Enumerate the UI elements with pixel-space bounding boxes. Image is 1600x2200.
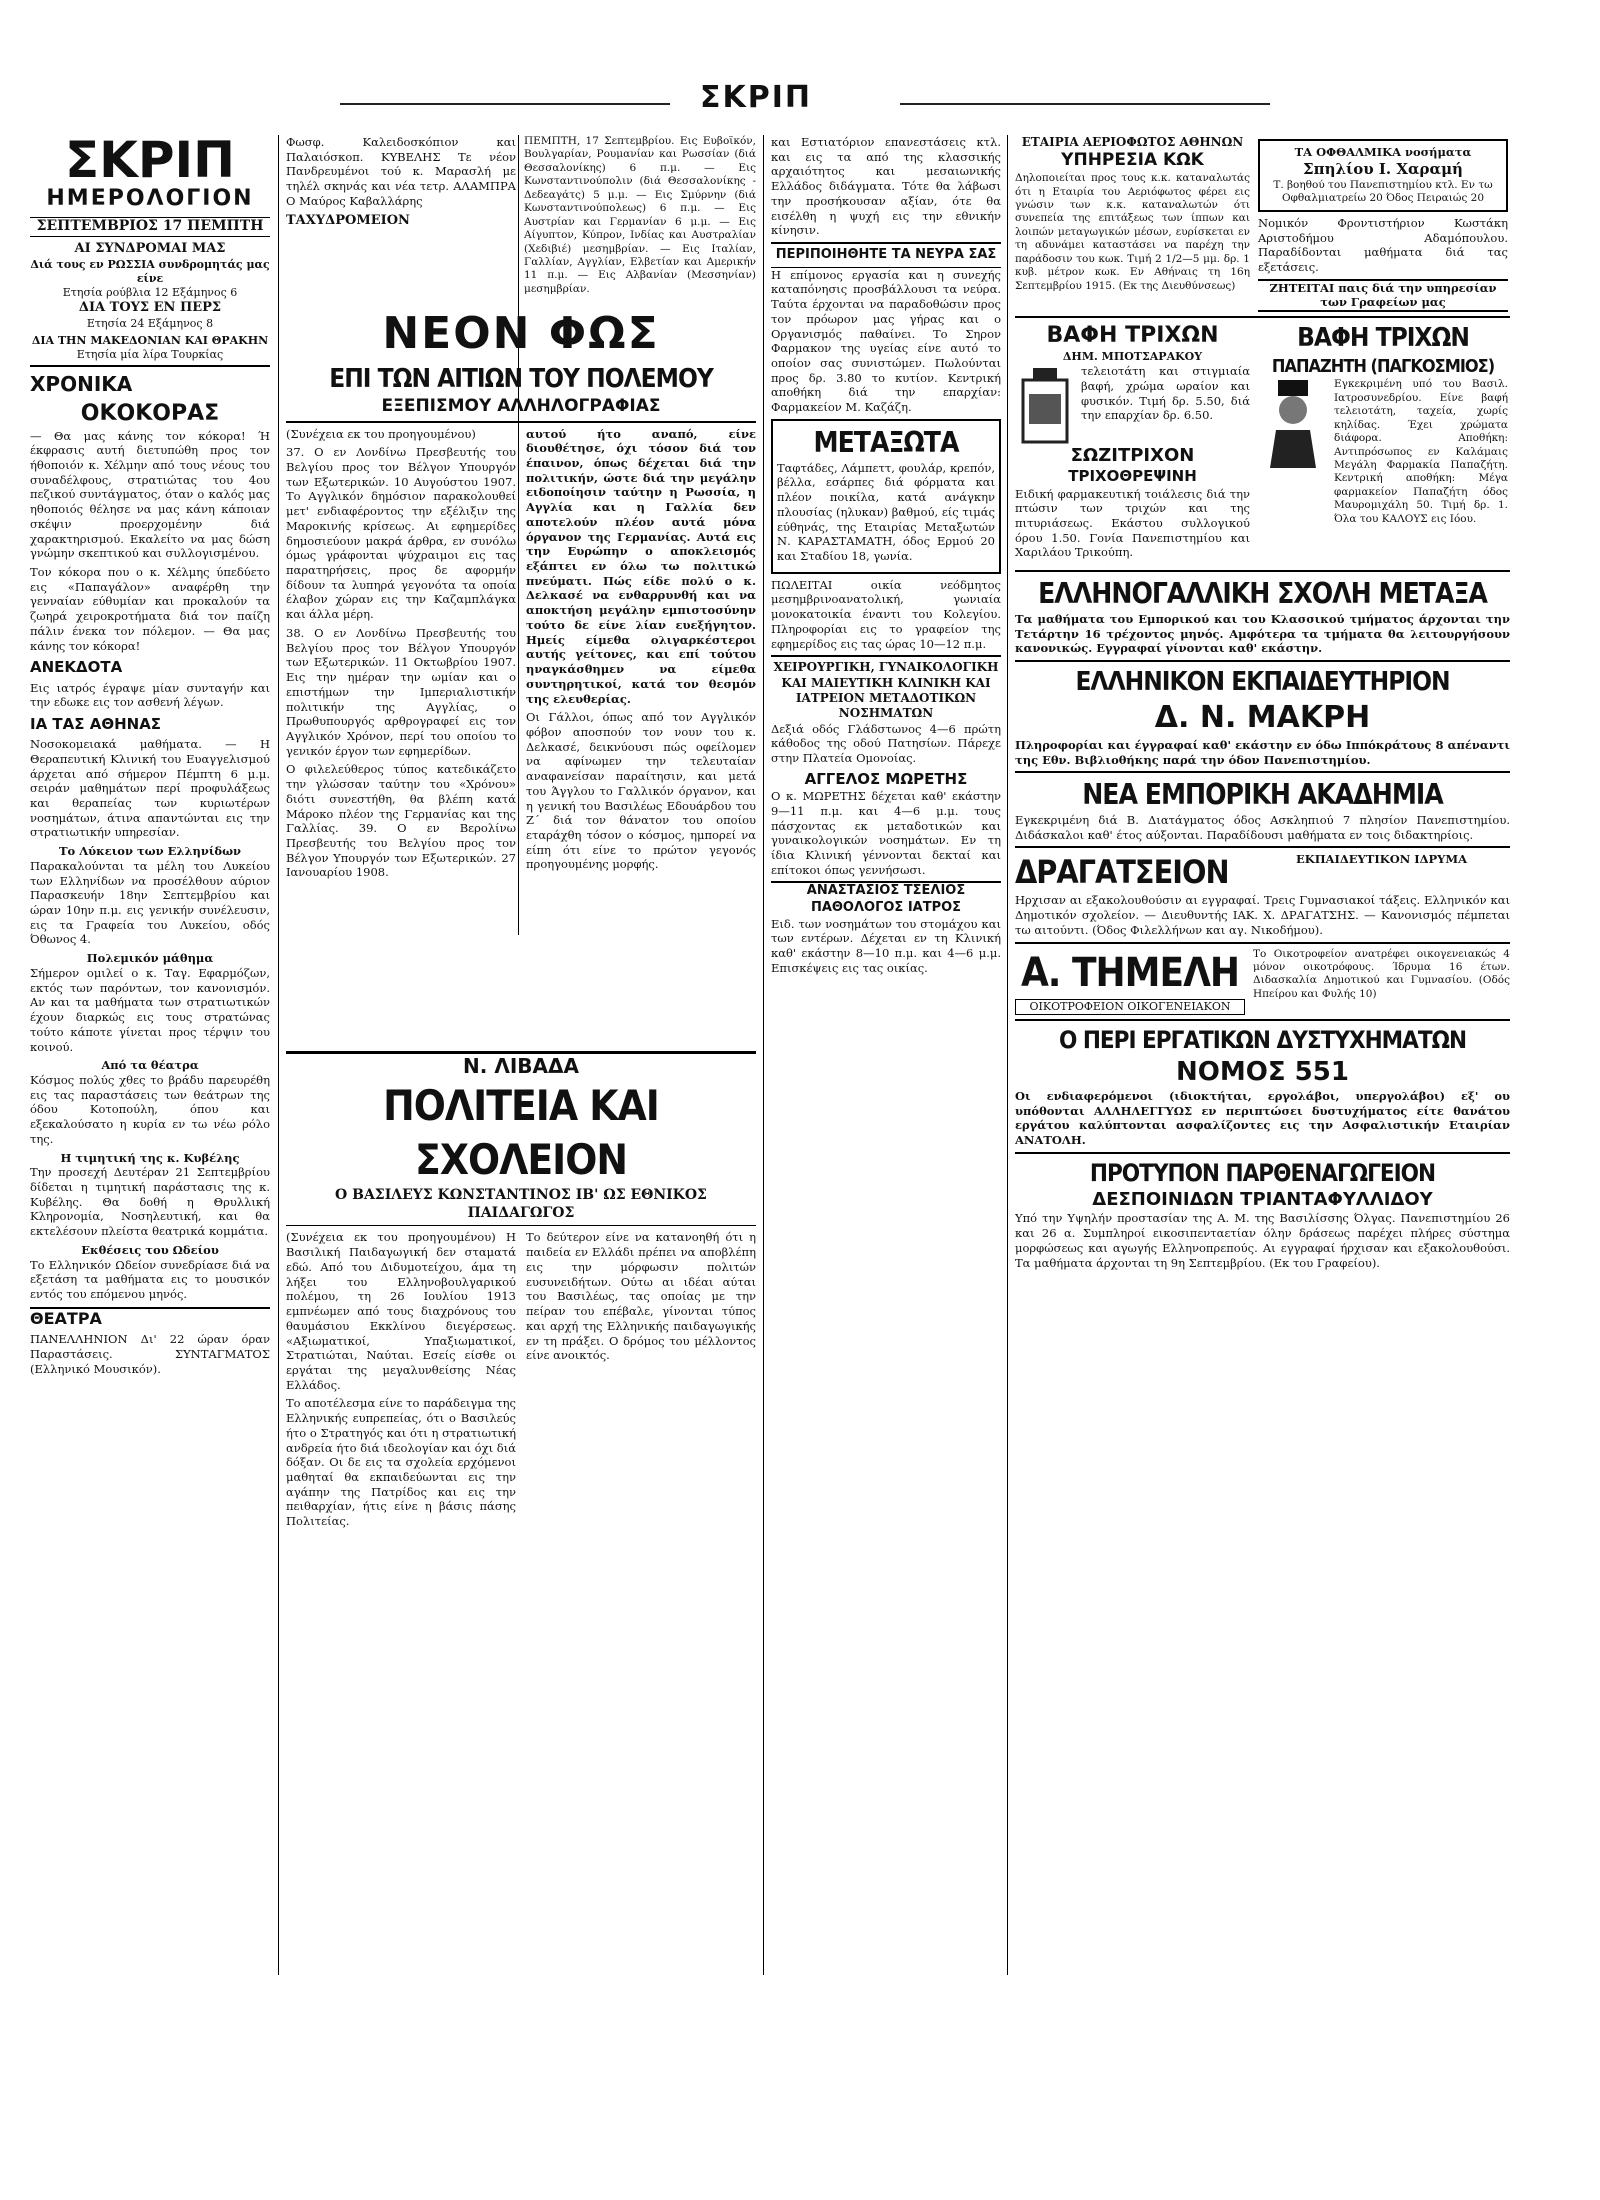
heading-polemikon: Πολεμικόν μάθημα <box>86 951 214 966</box>
theatra-text: ΠΑΝΕΛΛΗΝΙΟΝ Δι' 22 ώραν όραν Παραστάσεις. ΣΥΝΤΑΓΜΑΤΟΣ (Ελληνικό Μουσικόν). <box>30 1332 270 1376</box>
heading-ekthesis: Εκθέσεις του Ωδείου <box>81 1242 219 1257</box>
vafi-1-text: τελειοτάτη και στιγμιαία βαφή, χρώμα ωραίον και φυσικόν. Τιμή δρ. 5.50, διά την επαρχίαν δρ. 6.50. <box>1081 364 1250 423</box>
anekdota-text: Εις ιατρός έγραψε μίαν συνταγήν και την εδωκε εις τον ασθενή λέγων. <box>30 680 270 710</box>
heading-tselios: ΑΝΑΣΤΑΣΙΟΣ ΤΣΕΛΙΟΣ <box>771 881 1001 900</box>
column-4 <box>1015 135 1510 1975</box>
bottle-illustration <box>1015 364 1075 444</box>
nomos-text: Οι ενδιαφερόμενοι (ιδιοκτήται, εργολάβοι, υπεργολάβοι) εξ' ου υπόθονται ΑΛΛΗΛΕΓΓΥΩΣ εν περιπτώσει δυστυχήματος είτε θανάτου εργάτου καλύπτονται ασφαλίζοντες εις την Ασφαλιστικήν Εταιρίαν ΑΝΑΤΟΛΗ. <box>1015 1088 1510 1147</box>
tselios-text: Ειδ. των νοσημάτων του στομάχου και των εντέρων. Δέχεται εν τη Κλινική καθ' εκάστην 8—10 π.μ. και 4—6 μ.μ. Επισκέψεις εις τας οικίας. <box>771 916 1001 975</box>
kyveli-text: Την προσεχή Δευτέραν 21 Σεπτεμβρίου δίδεται η τιμητική παράστασις της κ. Κυβέλης. Θα δοθή η Θρυλλική Κληρονομία, Νοσηλευτική, και θα εκτελέσουν πλείστα θεατρικά κομμάτια. <box>30 1165 270 1239</box>
heading-trixothrepsini: ΤΡΙΧΟΘΡΕΨΙΝΗ <box>1068 467 1197 486</box>
heading-protypon: ΠΡΟΤΥΠΟΝ ΠΑΡΘΕΝΑΓΩΓΕΙΟΝ <box>1015 1152 1510 1189</box>
portrait-illustration <box>1258 378 1328 468</box>
headline-vasilefs: Ο ΒΑΣΙΛΕΥΣ ΚΩΝΣΤΑΝΤΙΝΟΣ ΙΒ' ΩΣ ΕΘΝΙΚΟΣ ΠΑΙΔΑΓΩΓΟΣ <box>286 1187 756 1227</box>
nomikon-text: Νομικόν Φροντιστήριον Κωστάκη Αριστοδήμου Αδαμόπουλου. Παραδίδονται μαθήματα διά τας εξετάσεις. <box>1258 215 1508 274</box>
heading-metaxa: ΕΛΛΗΝΟΓΑΛΛΙΚΗ ΣΧΟΛΗ ΜΕΤΑΞΑ <box>1015 570 1510 612</box>
kokoras-text-2: Τον κόκορα που ο κ. Χέλμης ύπεδύετο εις «Παπαγάλον» αναφέρθη την γενναίαν εύθυμίαν και προκαλούν τα ζωηρά χειροκροτήματα διά τον παίζη πάλιν ένεκα τον πόλεμον. — Θα μας κάνης τον κόκορα! <box>30 565 270 653</box>
heading-thimeli: Α. ΤΗΜΕΛΗ <box>1020 949 1240 996</box>
entertainment-text: Φωσφ. Καλειδοσκόπιον και Παλαιόσκοπ. ΚΥΒΕΛΗΣ Τε νέον Πανδρευμένοι τού κ. Μαρασλή με τηλέλ σκηνάς και νέα τετρ. ΑΛΑΜΠΡΑ Ο Μαύρος Καβαλλάρης <box>286 135 516 208</box>
heading-nea: ΝΕΑ ΕΜΠΟΡΙΚΗ ΑΚΑΔΗΜΙΑ <box>1015 771 1510 813</box>
subscriptions-line-6: Ετησία μία λίρα Τουρκίας <box>30 348 270 367</box>
heading-makri: Δ. Ν. ΜΑΚΡΗ <box>1154 700 1371 736</box>
masthead-date: ΣΕΠΤΕΜΒΡΙΟΣ 17 ΠΕΜΠΤΗ <box>30 217 270 237</box>
column-rule-4 <box>1007 135 1008 1975</box>
subscriptions-line-4: Ετησία 24 Εξάμηνος 8 <box>86 316 214 330</box>
trixothrepsini-text: Ειδική φαρμακευτική τοιάλεσις διά την πτώσιν των τριχών και της πιτυριάσεως. Εκάστου συλλογικού όρου 1.50. Γονία Πανεπιστημίου και Χαριλάου Τρικούπη. <box>1015 486 1250 560</box>
article-text-mid: αυτού ήτο αναπό, είνε διουθέτησε, όχι τόσον διά τον έπαινον, όπως δέχεται διά την πολιτικήν, ώστε διά την μεγάλην ειδοποίησιν ταύτην η Ρωσσία, η Αγγλία και η Γαλλία δεν αποτελούν πλέον αυτά μόνα όργανον της Γερμανίας. Αυτά εις την Ευρώπην ο αποκλεισμός εξάπτει εν όλω τω πολιτικώ πνεύματι. Πώς είδε πολύ ο κ. Δελκασέ να ενθαρρυνθή και να αποκτήση μεγάλην εμπιστοσύνην τούτο δε είνε λίαν ευεξήγητον. Ημείς είμεθα ολιγαρκέστεροι αυτής γείτονες, και επί τούτου ηναγκάσθημεν να είμεθα συντηρητικοί, κατά τον θεσμόν της ελευθερίας. <box>526 426 756 706</box>
section-theatra: ΘΕΑΤΡΑ <box>30 1307 270 1329</box>
heading-periphron: ΠΕΡΙΠΟΙΗΘΗΤΕ ΤΑ ΝΕΥΡΑ ΣΑΣ <box>771 242 1001 268</box>
newspaper-page <box>30 95 1510 1975</box>
politeia-text-1: (Συνέχεια εκ του προηγουμένου) Η Βασιλική Παιδαγωγική δεν σταματά εδώ. Από του Διδυμοτείχου, άμα τη λήξει του Ελληνοβουλγαρικού πολέμου, τη 26 Ιουλίου 1913 εμπνέωμεν από τους διαχρόνους του θαυμάσιου Εκκλίνου διεγέρσεως. «Αξιωματικοί, Υπαξιωματικοί, Στρατιώται, Ναύται. Εσείς είσθε οι εργάται της μεγαλυνθείσης Νέας Ελλάδος. <box>286 1230 516 1392</box>
poleitai-text: ΠΩΛΕΙΤΑΙ οικία νεόδμητος μεσημβρινοανατολική, γωνιαία μονοκατοικία έναντι του Κολεγίου. Πληροφορίαι εις το γραφείον της εφημερίδος εις τας ώρας 10—12 π.μ. <box>771 577 1001 651</box>
ekthesis-text: Το Ελληνικόν Ωδείον συνεδρίασε διά να εξετάση τα μαθήματα εις το μουσικόν εντός του επόμενου μηνός. <box>30 1257 270 1301</box>
byline-livada: Ν. ΛΙΒΑΔΑ <box>286 1051 756 1080</box>
ofthalmika-box <box>1258 139 1508 212</box>
heading-dim: ΔΗΜ. ΜΠΟΤΣΑΡΑΚΟΥ <box>1062 350 1203 364</box>
heading-xeirourgiki: ΧΕΙΡΟΥΡΓΙΚΗ, ΓΥΝΑΙΚΟΛΟΓΙΚΗ ΚΑΙ ΜΑΙΕΥΤΙΚΗ ΚΛΙΝΙΚΗ ΚΑΙ ΙΑΤΡΕΙΟΝ ΜΕΤΑΔΟΤΙΚΩΝ ΝΟΣΗΜΑΤΩΝ <box>771 655 1001 721</box>
heading-nomos: ΝΟΜΟΣ 551 <box>1176 1056 1349 1087</box>
heading-metaxota: ΜΕΤΑΞΩΤΑ <box>813 425 959 459</box>
column-1 <box>30 135 270 1975</box>
subscriptions-heading: ΑΙ ΣΥΝΔΡΟΜΑΙ ΜΑΣ <box>74 241 226 257</box>
page-header <box>0 0 1600 115</box>
header-title: ΣΚΡΙΠ <box>700 80 812 115</box>
athinas-text: Νοσοκομειακά μαθήματα. — Η Θεραπευτική Κλινική του Ευαγγελισμού άρχεται από σήμερον Πέμπτη 6 μ.μ. σειράν μαθημάτων περί προφυλάξεως και θεραπείας των κυριωτέρων νοσημάτων, άτινα απαντώνται εις την στρατιωτικήν υπηρεσίαν. <box>30 737 270 840</box>
politeia-text-3: Το δεύτερον είνε να κατανοηθή ότι η παιδεία εν Ελλάδι πρέπει να αποβλέπη εις την μόρφωσιν πολιτών ευσυνειδήτων. Ούτω αι ιδέαι αύται του Βασιλέως, τας οποίας με την πείραν του επέβαλε, γίνονται τύπος και αρχή της Ελληνικής παιδαγωγικής εν τη πράξει. Ο δρόμος του μέλλοντος είνε ανοικτός. <box>526 1230 756 1363</box>
subscriptions-line-2: Ετησία ρούβλια 12 Εξάμηνος 6 <box>62 285 238 299</box>
masthead-title: ΣΚΡΙΠ <box>65 135 235 189</box>
synexeia-note: (Συνέχεια εκ του προηγουμένου) <box>286 426 476 441</box>
nea-text: Εγκεκριμένη διά Β. Διατάγματος όδος Ασκληπιού 7 πλησίον Πανεπιστημίου. Διδάσκαλοι καθ' έτος αύξονται. Παραδίδουσι μαθήματα εν τοις διδακτηρίοις. <box>1015 813 1510 842</box>
subscriptions-line-5: ΔΙΑ ΤΗΝ ΜΑΚΕΔΟΝΙΑΝ ΚΑΙ ΘΡΑΚΗΝ <box>31 333 269 347</box>
neyra-text: Η επίμονος εργασία και η συνεχής καταπόνησις προσβάλλουσι τα νεύρα. Ταύτα έρχονται να παραδοθώσιν προς τον πρόωρον μας γήρας και ο Οργανισμός παθαίνει. Το Σηρον Φαρμακον της υγείας είνε αυτό το οποίον σας συνιστώμεν. Πωλούνται προς δρ. 3.80 το κυτίον. Κεντρική αποθήκη διά την επαρχίαν: Φαρμακείον Μ. Καζάζη. <box>771 267 1001 415</box>
section-athinas: ΙΑ ΤΑΣ ΑΘΗΝΑΣ <box>30 714 162 733</box>
heading-etaireia: ΕΤΑΙΡΙΑ ΑΕΡΙΟΦΩΤΟΣ ΑΘΗΝΩΝ <box>1021 135 1244 149</box>
heading-dragatseion: ΔΡΑΓΑΤΣΕΙΟΝ <box>1015 853 1229 892</box>
masthead-subtitle: ΗΜΕΡΟΛΟΓΙΟΝ <box>46 186 254 211</box>
subscriptions-line-1: Διά τους εν ΡΩΣΣΙΑ συνδρομητάς μας είνε <box>30 257 270 285</box>
article-text-3: Ο φιλελεύθερος τύπος κατεδικάζετο την γλώσσαν ταύτην του «Χρόνου» διότι συνεστήθη, θα βλέπη κατά Μάροκο πλέον της Γερμανίας και της Γαλλίας. 39. Ο εν Βερολίνω Πρεσβευτής του Βελγίου προς τον Βέλγον Υπουργόν των Εξωτερικών. 27 Ιανουαρίου 1908. <box>286 762 516 880</box>
xeirourgiki-text: Δεξιά οδός Γλάδστωνος 4—6 πρώτη κάθοδος της οδού Πατησίων. Πάρεχε στην Πλατεία Ομονοίας. <box>771 721 1001 766</box>
angelos-text: Ο κ. ΜΩΡΕΤΗΣ δέχεται καθ' εκάστην 9—11 π.μ. και 4—6 μ.μ. τους πάσχοντας εκ μεταδοτικών και γυναικολογικών νοσημάτων. Εν τη ίδια Κλινική γέννονται δεκταί και επίτοκοι όπως γεννήσωσι. <box>771 789 1001 877</box>
heading-ellin: ΕΛΛΗΝΙΚΟΝ ΕΚΠΑΙΔΕΥΤΗΡΙΟΝ <box>1015 660 1510 699</box>
kokoras-text: — Θα μας κάνης τον κόκορα! Ή έκφρασις αυτή διετυπώθη προς τον ήθοποιόν κ. Χέλμην από τους νέους του συναδέλφους, στρατιώτας του 4ου πεζικού συντάγματος, όταν ο καλός μας ηθοποιός θέλησε να μας κάνη κάποιαν σκέψιν προερχομένην διά χαρακτηρισμού. Εκαλείτο να μας δώση γνώμην σκεπτικού και συλλογισμένου. <box>30 428 270 561</box>
heading-kyveli: Η τιμητική της κ. Κυβέλης <box>60 1150 240 1165</box>
metaxa-text: Τα μαθήματα του Εμπορικού και του Κλασσικού τμήματος άρχονται την Τετάρτην 16 τρέχοντος μηνός. Αμφότερα τα τμήματα θα λειτουργήσουν κανονικώς. Εγγραφαί γίνονται καθ' εκάστην. <box>1015 611 1510 656</box>
metaxota-text: Ταφτάδες, Λάμπεττ, φουλάρ, κρεπόν, βέλλα, εσάρπες διά φόρματα και πλέον ποικίλα, κατά ανάγκην πλουσίας (ηλυκαν) βαθμού, είς τιμάς εύθηνάς, της Εταιρίας Μεταξωτών Ν. ΚΑΡΑΣΤΑΜΑΤΗ, όδος Ερμού 20 και Σταδίου 18, γωνία. <box>777 460 995 563</box>
heading-oikotrofeion: ΟΙΚΟΤΡΟΦΕΙΟΝ ΟΙΚΟΓΕΝΕΙΑΚΟΝ <box>1015 999 1245 1015</box>
column-rule-3 <box>763 135 764 1975</box>
thimeli-text: Το Οικοτροφείον ανατρέφει οικογενειακώς 4 μόνον οικοτρόφους. Ίδρυμα 16 έτων. Διδασκαλία Δημοτικού και Γυμνασίου. (Οδός Ηπείρου και Φυλής 10) <box>1253 947 1510 1000</box>
papazhth-text: Εγκεκριμένη υπό του Βασιλ. Ιατροσυνεδρίου. Είνε βαφή τελειοτάτη, ταχεία, χωρίς κηλίδας. Έχει χρώματα διάφορα. Αποθήκη: Αντιπρόσωπος εν Καλάμαις Μεγάλη Φαρμακία Παπαζήτη. Κεντρική αποθήκη: Μέγα φαρμακείον Παπαζήτη όδος Μαυρομιχάλη 50. Τιμή δρ. 1. Όλα του ΚΑΛΟΥΣ εις Ιόου. <box>1334 378 1508 525</box>
column-3 <box>771 135 1001 1975</box>
heading-thea: Από τα θέατρα <box>101 1058 199 1073</box>
article-text-1: 37. Ο εν Λονδίνω Πρεσβευτής του Βελγίου προς τον Βέλγον Υπουργόν των Εξωτερικών. 10 Αυγούστου 1907. Το Αγγλικόν δημόσιον παρακολουθεί μετ' ενδιαφέροντος την εξέλιξιν της Μαροκινής κρίσεως. Αι εφημερίδες δημοσιεύουν μακρά άρθρα, εν συνόλω όμως γράφονται ψύχραιμοι εις τας παρατηρήσεις, προς δε αφορμήν δίδουν τα λυπηρά γεγονότα τα οποία έλαβον χώραν εις την Καζαμπλάγκα και άλλα μέρη. <box>286 445 516 622</box>
heading-tachydromeion: ΤΑΧΥΔΡΟΜΕΙΟΝ <box>286 212 410 228</box>
headline-exefismou: ΕΞΕΠΙΣΜΟΥ ΑΛΛΗΛΟΓΡΑΦΙΑΣ <box>286 396 756 423</box>
zitei-text: ΖΗΤΕΙΤΑΙ παις διά την υπηρεσίαν των Γραφείων μας <box>1258 279 1508 312</box>
tachydromeion-text: ΠΕΜΠΤΗ, 17 Σεπτεμβρίου. Εις Ευβοϊκόν, Βουλγαρίαν, Ρουμανίαν και Ρωσσίαν (διά Θεσσαλονίκης) 6 π.μ. — Εις Κωνσταντινούπολιν (διά Θεσσαλονίκης - Δεδεαγάτς) 5 μ.μ. — Εις Σμύρνην (διά Κωνσταντινούπολεως) 6 π.μ. — Εις Αυστρίαν και Γερμανίαν 6 μ.μ. — Εις Αίγυπτον, Κύπρον, Ινδίας και Αυστραλίαν (Χεδιβιέ) μεσημβρίαν. — Εις Ιταλίαν, Γαλλίαν, Αγγλίαν, Ελβετίαν και Αμερικήν 11 π.μ. — Εις Αλβανίαν (Μεσσηνίαν) μεσημβρίαν. <box>524 135 756 295</box>
heading-pathologos: ΠΑΘΟΛΟΓΟΣ ΙΑΤΡΟΣ <box>810 900 962 916</box>
column-rule-1 <box>278 135 279 1975</box>
heading-ypiresia: ΥΠΗΡΕΣΙΑ ΚΩΚ <box>1061 150 1204 171</box>
headline-aition: ΕΠΙ ΤΩΝ ΑΙΤΙΩΝ ΤΟΥ ΠΟΛΕΜΟΥ <box>329 363 713 394</box>
makri-text: Πληροφορίαι και έγγραφαί καθ' εκάστην εν όδω Ιππόκράτους 8 απέναντι της Εθν. Βιβλιοθήκης παρά την όδον Πανεπιστημίου. <box>1015 737 1510 767</box>
politeia-text-2: Το αποτέλεσμα είνε το παράδειγμα της Ελληνικής ευπρεπείας, ότι ο Βασιλεύς ήτο ο Στρατηγός και ότι η στρατιωτική ανδρεία ήτο διά ιδεολογίαν και όχι διά δόξαν. Οι δε εις τα σχολεία ερχόμενοι μαθηταί θα εκπαιδεύωνται εις την αγάπην της Πατρίδος και εις την πειθαρχίαν, ήτις είνε η βάσις πάσης Πολιτείας. <box>286 1396 516 1529</box>
thea-text: Κόσμος πολύς χθες το βράδυ παρευρέθη εις τας παραστάσεις των θεάτρων της όδου Κοτοπούλη, όπου και εξεκαλούσατο η κυρία εν τω νέω ρόλο της. <box>30 1072 270 1146</box>
polemikon-text: Σήμερον ομιλεί ο κ. Ταγ. Εφαρμόζων, εκτός των παρόντων, τον κανονισμόν. Αν και τα μαθήματα των στρατιωτικών έχουν διαρκώς εις τους στρατώνας τούτο κάποτε γίνεται προς τέρψιν του κοινού. <box>30 965 270 1054</box>
heading-lykeion: Το Λύκειον των Ελληνίδων <box>58 844 242 859</box>
heading-peri: Ο ΠΕΡΙ ΕΡΓΑΤΙΚΩΝ ΔΥΣΤΥΧΗΜΑΤΩΝ <box>1015 1019 1510 1056</box>
section-anekdota: ΑΝΕΚΔΟΤΑ <box>30 658 123 677</box>
heading-kokoras: ΟΚΟΚΟΡΑΣ <box>80 401 220 427</box>
section-chronika: ΧΡΟΝΙΚΑ <box>30 371 133 396</box>
heading-vafi-2: ΒΑΦΗ ΤΡΙΧΩΝ <box>1297 323 1469 354</box>
metaxota-box <box>771 419 1001 574</box>
ofthalmika-name: Σπηλίου Ι. Χαραμή <box>1303 159 1463 178</box>
headline-politeia: ΠΟΛΙΤΕΙΑ ΚΑΙ ΣΧΟΛΕΙΟΝ <box>383 1081 659 1184</box>
ofthalmika-title: ΤΑ ΟΦΘΑΛΜΙΚΑ νοσήματα <box>1294 145 1472 159</box>
heading-despoinidon: ΔΕΣΠΟΙΝΙΔΩΝ ΤΡΙΑΝΤΑΦΥΛΛΙΔΟΥ <box>1092 1189 1433 1211</box>
dragatseion-sub: ΕΚΠΑΙΔΕΥΤΙΚΟΝ ΙΔΡΥΜΑ <box>1295 852 1468 867</box>
dragatseion-text: Ηρχισαν αι εξακολουθούσιν αι εγγραφαί. Τρεις Γυμνασιακοί τάξεις. Ελληνικόν και Δημοτικόν σχολείον. — Διευθυντής ΙΑΚ. Χ. ΔΡΑΓΑΤΣΗΣ. — Κανονισμός πέμπεται τω αιτούντι. (Όδος Φιλελλήνων και αγ. Νικοδήμου). <box>1015 893 1510 937</box>
headline-neon-fos: ΝΕΟΝ ΦΩΣ <box>382 308 660 360</box>
protypon-text: Υπό την Υψηλήν προστασίαν της Α. Μ. της Βασιλίσσης Όλγας. Πανεπιστημίου 26 και 26 α. Συμπληροί εικοσιπενταετίαν όλην δράσεως παρέχει πλήρες σύστημα μορφώσεως και αγωγής Ελληνοπρεπούς. Αι εγγραφαί ήρχισαν και εξακολουθούσι. Τα μαθήματα άρχονται τη 9η Σεπτεμβρίου. (Εκ του Γραφείου). <box>1015 1211 1510 1270</box>
article-text-2: 38. Ο εν Λονδίνω Πρεσβευτής του Βελγίου προς τον Βέλγον Υπουργόν των Εξωτερικών. 11 Οκτωβρίου 1907. Εις την ημέραν την ωμίαν και ο επιστήμων την Ιμπεριαλιστικήν πολιτικήν της Αγγλίας, ο Πρωθυπουργός αρθρογραφεί εις τον Αγγλικόν Χρόνον, περί του οποίου το γενικόν έργον των εφημερίδων. <box>286 625 516 758</box>
heading-sozitrixon: ΣΩΖΙΤΡΙΧΟΝ <box>1070 445 1195 467</box>
ofthalmika-text: Τ. βοηθού του Πανεπιστημίου κτλ. Εν τω Οφθαλμιατρείω 20 Όδος Πειραιώς 20 <box>1273 178 1493 205</box>
article-text-mid-2: Οι Γάλλοι, όπως από τον Αγγλικόν φόβον αποσπούν τον νουν του κ. Δελκασέ, δεικνύουσι πώς οφείλομεν να αφίνωμεν την τελευταίαν αναφανείσαν παραίτησιν, και μετά του Άγγλου το Γαλλικόν όργανον, και η γενική του Βασιλέως Εδουάρδου του Ζ΄ διά τον θάνατον του οποίου εταράχθη τόσον ο κόσμος, ημπορεί να είπη ότι είνε το πρώτον γεγονός προηγουμένης μορφής. <box>526 710 756 872</box>
heading-vafi-1: ΒΑΦΗ ΤΡΙΧΩΝ <box>1046 323 1219 349</box>
subscriptions-line-3: ΔΙΑ ΤΟΥΣ ΕΝ ΠΕΡΣ <box>78 299 222 315</box>
heading-papazhth: ΠΑΠΑΖΗΤΗ (ΠΑΓΚΟΣΜΙΟΣ) <box>1271 356 1495 378</box>
lykeion-text: Παρακαλούνται τα μέλη του Λυκείου των Ελληνίδων να προσέλθουν αύριον Παρασκευήν 18ην Σεπτεμβρίου και ώραν 10ην π.μ. εις γενικήν συνέλευσιν, εις τα Γραφεία του Λυκείου, οδός Όθωνος 4. <box>30 858 270 947</box>
column-2 <box>286 135 756 1975</box>
heading-angelos: ΑΓΓΕΛΟΣ ΜΩΡΕΤΗΣ <box>804 769 968 788</box>
column-3-top-text: και Εστιατόριον επανεστάσεις κτλ. και εις τα από της κλασσικής αρχαιότητος και μεσαιωνικής Ελλάδος διδάγματα. Τότε θα λάβωσι την προσήκουσαν αξίαν, ότε θα εισέλθη η ψυχή εις την εθνικήν κίνησιν. <box>771 135 1001 238</box>
kok-text: Δηλοποιείται προς τους κ.κ. καταναλωτάς ότι η Εταιρία του Αεριόφωτος φέρει εις γνώσιν των κ.κ. καταναλωτών ότι συνεπεία της επιτάξεως των ίππων και λοιπών μεταγωγικών μέσων, ευρίσκεται εν τη αδυνάμει καταστάσει να παρέχη την παράδοσιν του κωκ. Τιμή 2 1/2—5 μμ. δρ. 1 κυβ. μέτρον κωκ. Εν Αθήναις τη 16η Σεπτεμβρίου 1915. (Εκ της Διευθύνσεως) <box>1015 172 1250 292</box>
